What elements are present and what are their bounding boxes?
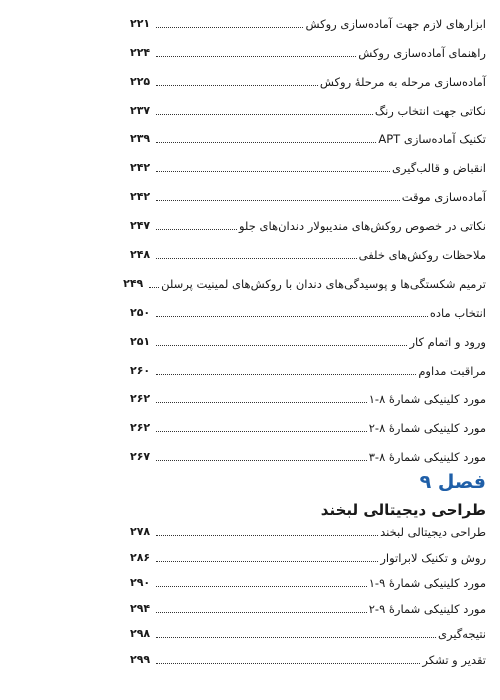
toc-entry-page: ۲۶۲ (130, 421, 151, 435)
dot-leader (156, 142, 376, 143)
toc-entry-page: ۲۵۰ (130, 305, 151, 319)
toc-list-chapter-9 (130, 521, 486, 667)
chapter-heading (321, 470, 486, 520)
toc-entry-title: مورد کلینیکی شمارهٔ ۹-۲ (368, 601, 486, 616)
toc-entry[interactable] (130, 60, 486, 89)
toc-entry[interactable] (130, 233, 486, 262)
toc-entry-title: نکاتی جهت انتخاب رنگ (374, 103, 486, 118)
toc-entry-page: ۲۹۰ (130, 576, 151, 589)
toc-entry-page: ۲۲۴ (130, 45, 151, 59)
toc-entry[interactable] (130, 378, 486, 407)
dot-leader (156, 561, 378, 562)
toc-entry[interactable] (130, 291, 486, 320)
dot-leader (156, 258, 357, 259)
toc-entry-title: انقباض و قالب‌گیری (391, 161, 486, 176)
toc-entry-title: ملاحظات روکش‌های خلفی (358, 248, 486, 263)
toc-entry-page: ۲۳۷ (130, 103, 151, 117)
toc-entry[interactable] (130, 616, 486, 642)
dot-leader (156, 612, 367, 613)
toc-entry-title: ابزارهای لازم جهت آماده‌سازی روکش (305, 16, 486, 31)
toc-entry[interactable] (130, 146, 486, 175)
toc-entry-page: ۲۶۲ (130, 392, 151, 406)
toc-entry-title: طراحی دیجیتالی لبخند (380, 525, 486, 539)
toc-entry-page: ۲۲۱ (130, 16, 151, 30)
toc-entry[interactable] (123, 262, 486, 291)
toc-entry[interactable] (130, 565, 486, 591)
dot-leader (156, 460, 367, 461)
toc-entry[interactable] (130, 406, 486, 435)
toc-entry[interactable] (130, 118, 486, 147)
toc-entry-title: نکاتی در خصوص روکش‌های مندیبولار دندان‌های جلو (238, 219, 486, 234)
dot-leader (156, 345, 407, 346)
toc-entry-page: ۲۷۸ (130, 525, 151, 538)
toc-entry[interactable] (130, 539, 486, 565)
dot-leader (156, 27, 303, 28)
toc-entry-page: ۲۴۹ (123, 276, 144, 290)
toc-list-chapter-8 (123, 2, 486, 465)
chapter-label: فصل ۹ (419, 471, 486, 493)
dot-leader (156, 229, 237, 230)
toc-entry-title: تکنیک آماده‌سازی APT (378, 132, 486, 147)
dot-leader (156, 402, 367, 403)
dot-leader (156, 316, 428, 317)
toc-entry-title: مورد کلینیکی شمارهٔ ۸-۱ (368, 392, 486, 407)
toc-entry-title: مورد کلینیکی شمارهٔ ۹-۱ (368, 576, 486, 590)
toc-entry-title: مراقبت مداوم (418, 363, 486, 378)
toc-entry-title: مورد کلینیکی شمارهٔ ۸-۳ (368, 450, 486, 465)
toc-entry-page: ۲۵۱ (130, 334, 151, 348)
toc-entry-title: انتخاب ماده (429, 305, 486, 320)
toc-entry[interactable] (130, 2, 486, 31)
dot-leader (156, 431, 367, 432)
toc-entry[interactable] (130, 349, 486, 378)
toc-entry-title: روش و تکنیک لابراتوار (380, 550, 486, 565)
toc-entry-page: ۲۲۵ (130, 74, 151, 88)
dot-leader (156, 114, 373, 115)
toc-entry-page: ۲۶۰ (130, 363, 151, 377)
dot-leader (156, 171, 390, 172)
chapter-title: طراحی دیجیتالی لبخند (320, 501, 486, 519)
toc-entry-title: مورد کلینیکی شمارهٔ ۸-۲ (368, 421, 486, 436)
toc-entry-title: نتیجه‌گیری (437, 627, 486, 641)
dot-leader (156, 535, 378, 536)
toc-entry[interactable] (130, 31, 486, 60)
toc-entry[interactable] (130, 521, 486, 539)
dot-leader (156, 56, 356, 57)
dot-leader (156, 663, 420, 664)
toc-entry-title: آماده‌سازی مرحله به مرحلهٔ روکش (319, 74, 486, 89)
toc-entry-title: راهنمای آماده‌سازی روکش (358, 45, 486, 60)
toc-entry-page: ۲۸۶ (130, 550, 151, 564)
toc-entry[interactable] (130, 204, 486, 233)
toc-entry[interactable] (130, 89, 486, 118)
toc-entry-page: ۲۶۷ (130, 450, 151, 464)
toc-entry-title: تقدیر و تشکر (422, 652, 486, 667)
toc-entry-page: ۲۹۹ (130, 652, 151, 666)
toc-entry-title: ورود و اتمام کار (409, 334, 486, 349)
toc-entry-page: ۲۴۲ (130, 161, 151, 175)
dot-leader (156, 85, 318, 86)
toc-entry[interactable] (130, 641, 486, 667)
toc-entry-page: ۲۴۷ (130, 219, 151, 233)
toc-entry-page: ۲۹۴ (130, 601, 151, 615)
dot-leader (156, 586, 367, 587)
toc-entry[interactable] (130, 435, 486, 464)
toc-entry-title: آماده‌سازی موقت (401, 190, 486, 205)
toc-entry-page: ۲۴۲ (130, 190, 151, 204)
toc-entry-page: ۲۳۹ (130, 132, 151, 146)
toc-entry[interactable] (130, 590, 486, 616)
dot-leader (156, 374, 416, 375)
dot-leader (156, 637, 436, 638)
toc-entry-title: ترمیم شکستگی‌ها و پوسیدگی‌های دندان با روکش‌های لمینیت پرسلن (161, 276, 486, 291)
dot-leader (156, 200, 400, 201)
dot-leader (149, 287, 159, 288)
toc-entry-page: ۲۴۸ (130, 248, 151, 262)
toc-entry[interactable] (130, 320, 486, 349)
toc-entry-page: ۲۹۸ (130, 627, 151, 640)
toc-entry[interactable] (130, 175, 486, 204)
